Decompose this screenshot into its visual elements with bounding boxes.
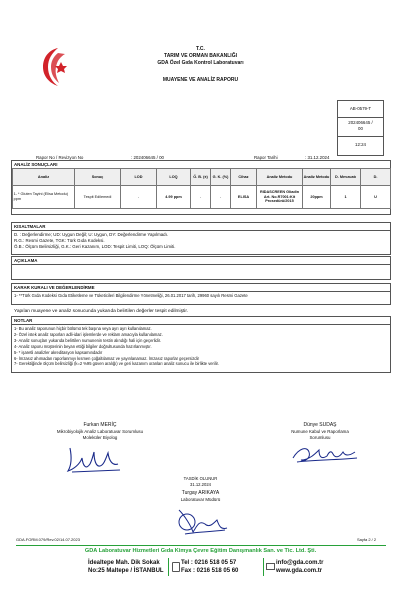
footer-fax: Fax : 0216 518 05 60 bbox=[181, 568, 239, 574]
cell-mevzuat: 1 bbox=[331, 186, 361, 209]
abbreviation-line: D. : Değerlendirme; UD: Uygun Değil; U: Uygun, DY: Değerlendirme Yapılmadı. bbox=[14, 232, 169, 237]
doc-revision: 00 bbox=[358, 126, 363, 131]
right-signer-name: Dünye SUDAŞ bbox=[303, 422, 337, 428]
cell-analiz: 1- * Gluten Tayini (Elisa Metodu) ppm bbox=[13, 186, 75, 209]
description-title: AÇIKLAMA bbox=[14, 258, 38, 263]
report-date-label: Rapor Tarihi bbox=[254, 155, 278, 160]
header-tc: T.C. bbox=[196, 46, 205, 52]
decision-text: 1- **Türk Gıda Kodeksi Gıda Etiketleme ve Tüketicileri Bilgilendirme Yönetmeliği, 26.01.2017 tarih, 29960 sayılı Resmi Gazete bbox=[14, 293, 248, 298]
center-signer-name: Turgay ARIKAYA bbox=[181, 490, 220, 496]
phone-icon bbox=[172, 562, 180, 572]
doc-report-no: 202406645 / bbox=[348, 120, 373, 125]
right-signer-title: Numune Kabul ve Raporlama bbox=[291, 429, 349, 434]
conclusion-text: Yapılan muayene ve analiz sonucunda yukarıda belirtilen değerler tespit edilmiştir. bbox=[14, 309, 189, 314]
note-line: 3- Analiz sonuçları yukarıda belirtilen numunenin testin alındığı hali için geçerlidir. bbox=[14, 337, 162, 343]
col-sonuc: Sonuç bbox=[75, 169, 121, 186]
center-signature bbox=[165, 502, 235, 540]
note-line: 4- Analiz raporu müşterinin beyan ettiği bilgiler doğrultusunda hazırlanmıştır. bbox=[14, 343, 152, 349]
header-ministry: TARIM VE ORMAN BAKANLIĞI bbox=[164, 53, 237, 59]
decision-section bbox=[11, 283, 391, 305]
cell-ob: - bbox=[191, 186, 211, 209]
page-number: Sayfa 2 / 2 bbox=[357, 537, 377, 542]
results-header-row bbox=[13, 169, 391, 186]
col-metod2: Analiz Metodu bbox=[303, 169, 331, 186]
note-line: 2- Özel istek analiz raporları adli-idari işlemlerde ve reklam amacıyla kullanılamaz. bbox=[14, 331, 163, 337]
col-gk: G. K. (%) bbox=[211, 169, 231, 186]
page-title: MUAYENE VE ANALİZ RAPORU bbox=[162, 77, 239, 83]
col-d: D. bbox=[361, 169, 391, 186]
cell-lod: - bbox=[121, 186, 157, 209]
left-signer-title: Mikrobiyolojik Analiz Laboratuvar Sorumlusu bbox=[56, 429, 144, 434]
note-line: 6- İmzasız ahımadan raporlanmıyı kısmen çoğaltılamaz ve yayınlanamaz. İmzasız raporlar geçersizdir bbox=[14, 355, 199, 361]
cell-d: U bbox=[361, 186, 391, 209]
abbreviation-line: R.G.: Resmi Gazete, TGK: Türk Gıda Kodeksi. bbox=[14, 238, 105, 243]
note-line: 1- Bu analiz raporunun hiçbir bölümü tek başına veya ayrı ayrı kullanılamaz. bbox=[14, 326, 152, 331]
report-no-label: Rapor No / Revizyon No bbox=[36, 155, 84, 160]
doc-time: 12:24 bbox=[355, 142, 366, 147]
doc-code: AB-0579-T bbox=[349, 106, 372, 111]
left-signer-name: Furkan MERİÇ bbox=[83, 422, 117, 428]
cell-sonuc: Tespit Edilemedi bbox=[75, 186, 121, 209]
results-table bbox=[12, 168, 391, 209]
footer-address2: No:25 Maltepe / İSTANBUL bbox=[88, 568, 164, 574]
footer-address1: İdealtepe Mah. Dik Sokak bbox=[88, 560, 160, 566]
notes-section bbox=[11, 316, 391, 373]
footer-email[interactable]: info@gda.com.tr bbox=[276, 560, 324, 566]
col-loq: LOQ bbox=[157, 169, 191, 186]
document-code-box bbox=[337, 100, 384, 156]
report-date-value: : 31.12.2024 bbox=[305, 155, 330, 160]
left-signature bbox=[60, 440, 130, 476]
decision-title: KARAR KURALI VE DEĞERLENDİRME bbox=[14, 285, 95, 290]
results-title: ANALİZ SONUÇLARI bbox=[14, 162, 58, 167]
left-signer-subtitle: Moleküler Biyolog bbox=[82, 435, 118, 440]
cell-cihaz: ELISA bbox=[231, 186, 257, 209]
col-ob: Ö. B. (±) bbox=[191, 169, 211, 186]
notes-title: NOTLAR bbox=[14, 318, 33, 323]
report-no-value: : 202406645 / 00 bbox=[131, 155, 164, 160]
footer-website[interactable]: www.gda.com.tr bbox=[276, 568, 323, 574]
description-section bbox=[11, 256, 391, 280]
col-cihaz: Cihaz bbox=[231, 169, 257, 186]
col-metod: Analiz Metodu bbox=[257, 169, 303, 186]
table-row bbox=[13, 186, 391, 209]
cell-metod: RIDASCREEN Gliadin Art. No.R7001:Kit Prosedürü/2015 bbox=[257, 186, 303, 209]
abbreviation-line: Ö.B.: Ölçüm Belirsizliği, G.K.: Geri Kazanım, LOD: Tespit Limiti, LOQ: Ölçüm Limiti. bbox=[14, 244, 176, 249]
cell-metod2: 20ppm bbox=[303, 186, 331, 209]
note-line: 5- * işaretli analizler akreditasyon kapsamındadır bbox=[14, 349, 103, 355]
email-icon bbox=[266, 563, 275, 570]
approval-date: 31.12.2024 bbox=[190, 482, 211, 487]
col-lod: LOD bbox=[121, 169, 157, 186]
col-mevzuat: D. Mevzuatı bbox=[331, 169, 361, 186]
right-signer-subtitle: Sorumlusu bbox=[309, 435, 331, 440]
results-section bbox=[11, 160, 391, 215]
cell-loq: 4.99 ppm bbox=[157, 186, 191, 209]
footer-company: GDA Laboratuvar Hizmetleri Gıda Kimya Çevre Eğitim Danışmanlık San. ve Tic. Ltd. Şti. bbox=[84, 548, 317, 554]
form-code: GDA.FORM.079/Rev.02/14.07.2023 bbox=[16, 537, 80, 542]
right-signature bbox=[285, 440, 365, 466]
abbreviations-section bbox=[11, 222, 391, 255]
center-signer-title: Laboratuvar Müdürü bbox=[180, 497, 221, 502]
col-analiz: Analiz bbox=[13, 169, 75, 186]
abbreviations-title: KISALTMALAR bbox=[14, 224, 46, 229]
header-lab: GDA Özel Gıda Kontrol Laboratuvarı bbox=[157, 60, 244, 66]
approval-label: TASDİK OLUNUR bbox=[183, 476, 218, 481]
note-line: 7- Gerektiğinde ölçüm belirsizliği (k=2 %95 güven aralığı) ve geri kazanım oranları analiz sonucu ile birlikte verilir. bbox=[14, 361, 219, 367]
cell-gk: - bbox=[211, 186, 231, 209]
footer-phone: Tel : 0216 518 05 57 bbox=[181, 560, 237, 566]
